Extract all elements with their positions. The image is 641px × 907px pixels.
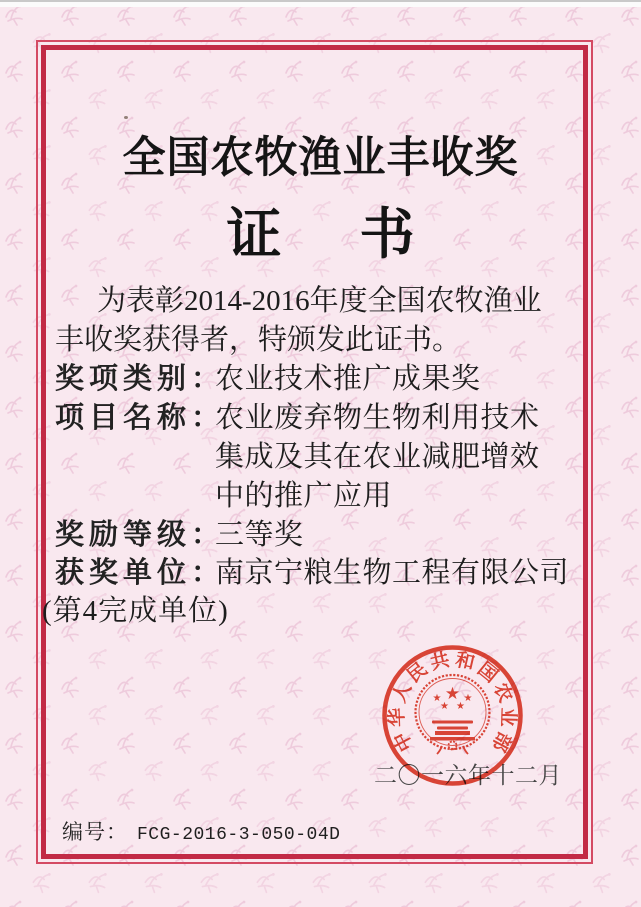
ministry-of-agriculture-seal: [380, 643, 525, 788]
svg-text:业: 业: [496, 707, 519, 728]
field-value: 三等奖: [215, 519, 304, 551]
field-value: 中的推广应用: [215, 480, 393, 512]
issue-date: 二〇一六年十二月: [374, 763, 562, 788]
intro-line-2: 丰收奖获得者，特颁发此证书。: [55, 324, 462, 356]
certificate-heading: [0, 190, 641, 269]
serial-code: FCG-2016-3-050-04D: [137, 825, 341, 845]
svg-text:★: ★: [456, 701, 465, 712]
svg-text:中: 中: [390, 727, 418, 755]
serial-number-line: [62, 816, 340, 846]
field-label: 奖励等级：: [55, 519, 226, 551]
field-project-name: [55, 395, 587, 436]
field-label: 奖项类别：: [55, 363, 226, 395]
svg-text:华: 华: [386, 707, 409, 728]
svg-text:★: ★: [444, 684, 461, 704]
field-award-grade: [55, 512, 587, 553]
field-value: 农业技术推广成果奖: [215, 363, 481, 395]
field-label: 项目名称：: [55, 402, 226, 434]
field-value: 农业废弃物生物利用技术: [215, 402, 540, 434]
serial-label: 编号：: [62, 820, 128, 844]
scan-edge-artifact: [0, 0, 641, 7]
field-award-category: [55, 356, 587, 397]
svg-text:和: 和: [453, 649, 477, 675]
svg-text:农: 农: [489, 679, 517, 706]
field-value: 南京宁粮生物工程有限公司: [215, 557, 570, 589]
svg-text:民: 民: [403, 658, 432, 688]
field-project-name-wrap-2: [55, 473, 587, 514]
svg-text:国: 国: [473, 658, 502, 688]
svg-text:部: 部: [487, 727, 515, 755]
award-title: 全国农牧渔业丰收奖: [122, 134, 519, 182]
svg-text:★: ★: [463, 693, 473, 704]
winner-note: (第4完成单位): [42, 595, 229, 627]
certificate-heading-char2: 书: [359, 204, 415, 265]
national-emblem-icon: [416, 675, 490, 754]
svg-text:共: 共: [428, 649, 452, 675]
certificate-heading-char1: 证: [226, 204, 282, 265]
intro-line-1: 为表彰2014-2016年度全国农牧渔业: [97, 285, 542, 317]
field-winner-unit: [55, 550, 587, 591]
field-project-name-wrap-1: [55, 434, 587, 475]
svg-text:★: ★: [440, 701, 449, 712]
field-value: 集成及其在农业减肥增效: [215, 441, 540, 473]
svg-text:★: ★: [432, 693, 442, 704]
field-label: 获奖单位：: [55, 557, 226, 589]
svg-text:人: 人: [388, 679, 416, 706]
